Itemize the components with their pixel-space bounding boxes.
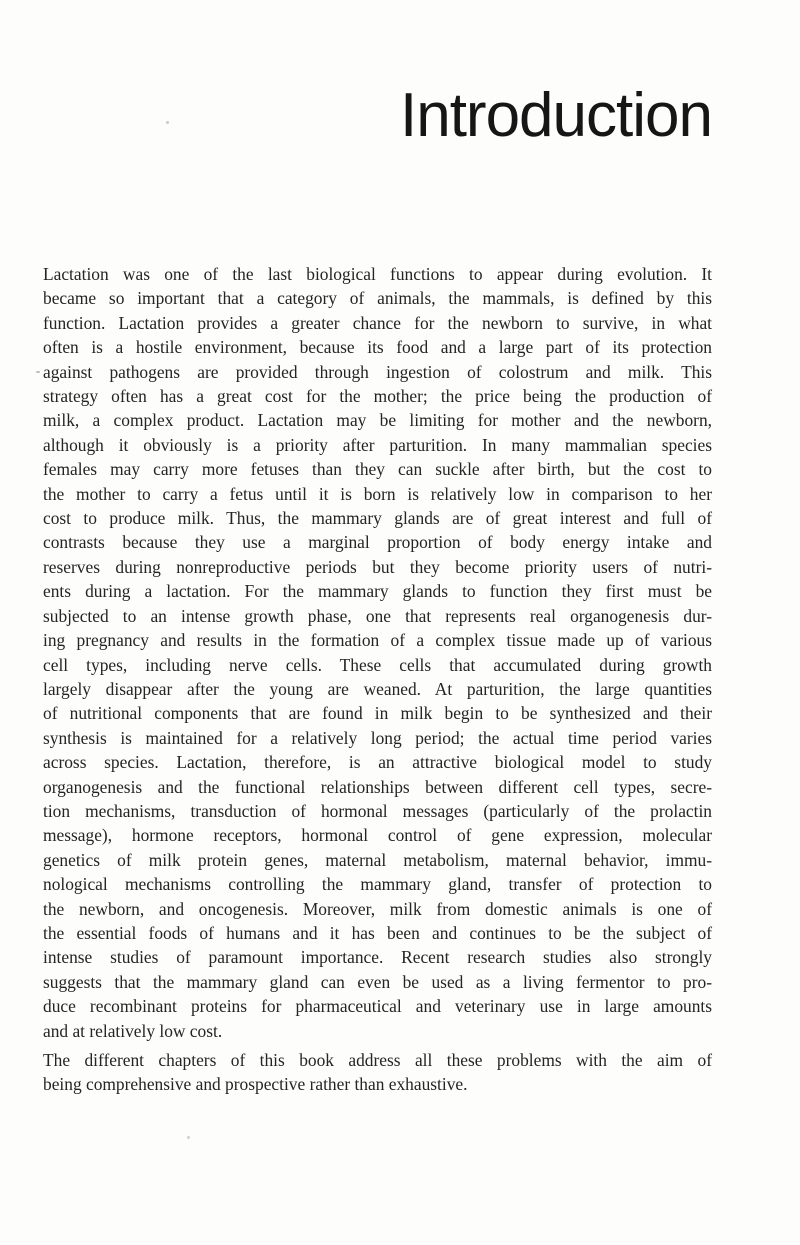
text-line: intense studies of paramount importance. Recent research studies also strongly	[43, 947, 712, 968]
text-line: genetics of milk protein genes, maternal metabolism, maternal behavior, immu-	[43, 849, 712, 870]
text-line: synthesis is maintained for a relatively long period; the actual time period varies	[43, 727, 712, 748]
text-line: The different chapters of this book address all these problems with the aim of	[43, 1050, 712, 1070]
text-line: organogenesis and the functional relationships between different cell types, secre-	[43, 776, 712, 797]
text-line: cost to produce milk. Thus, the mammary glands are of great interest and full of	[43, 508, 712, 529]
text-line: ents during a lactation. For the mammary glands to function they first must be	[43, 581, 712, 602]
text-line: of nutritional components that are found in milk begin to be synthesized and their	[43, 703, 712, 724]
text-line: and at relatively low cost.	[43, 1020, 223, 1041]
text-line: the newborn, and oncogenesis. Moreover, milk from domestic animals is one of	[43, 898, 712, 919]
text-line: strategy often has a great cost for the mother; the price being the production of	[43, 386, 712, 407]
text-line: milk, a complex product. Lactation may be limiting for mother and the newborn,	[43, 410, 712, 431]
text-line: ing pregnancy and results in the formation of a complex tissue made up of various	[43, 630, 712, 651]
scan-artifact	[187, 1136, 190, 1139]
text-line: the essential foods of humans and it has been and continues to be the subject of	[43, 922, 712, 943]
text-line: the mother to carry a fetus until it is born is relatively low in comparison to her	[43, 483, 712, 504]
text-line: tion mechanisms, transduction of hormonal messages (particularly of the prolactin	[43, 800, 712, 821]
body-text	[43, 262, 712, 1097]
text-line: against pathogens are provided through ingestion of colostrum and milk. This	[43, 361, 712, 382]
text-line: although it obviously is a priority after parturition. In many mammalian species	[43, 434, 712, 455]
text-line: subjected to an intense growth phase, one that represents real organogenesis dur-	[43, 605, 712, 626]
text-line: message), hormone receptors, hormonal control of gene expression, molecular	[43, 825, 712, 846]
text-line: became so important that a category of animals, the mammals, is defined by this	[43, 288, 712, 309]
text-line: nological mechanisms controlling the mammary gland, transfer of protection to	[43, 874, 712, 895]
paragraph-1	[43, 262, 712, 1043]
text-line: reserves during nonreproductive periods but they become priority users of nutri-	[43, 556, 712, 577]
text-line: Lactation was one of the last biological functions to appear during evolution. It	[43, 264, 712, 284]
page-title: Introduction	[400, 81, 712, 150]
text-line: duce recombinant proteins for pharmaceutical and veterinary use in large amounts	[43, 996, 712, 1017]
text-line: being comprehensive and prospective rather than exhaustive.	[43, 1074, 468, 1095]
text-line: function. Lactation provides a greater chance for the newborn to survive, in what	[43, 312, 712, 333]
text-line: often is a hostile environment, because its food and a large part of its protection	[43, 337, 712, 358]
text-line: largely disappear after the young are weaned. At parturition, the large quantities	[43, 678, 712, 699]
scan-artifact	[36, 371, 40, 373]
text-line: cell types, including nerve cells. These cells that accumulated during growth	[43, 654, 712, 675]
text-line: females may carry more fetuses than they can suckle after birth, but the cost to	[43, 459, 712, 480]
text-line: across species. Lactation, therefore, is an attractive biological model to study	[43, 752, 712, 773]
scan-artifact	[166, 121, 169, 124]
text-line: contrasts because they use a marginal proportion of body energy intake and	[43, 532, 712, 553]
paragraph-2	[43, 1048, 712, 1097]
text-line: suggests that the mammary gland can even be used as a living fermentor to pro-	[43, 971, 712, 992]
